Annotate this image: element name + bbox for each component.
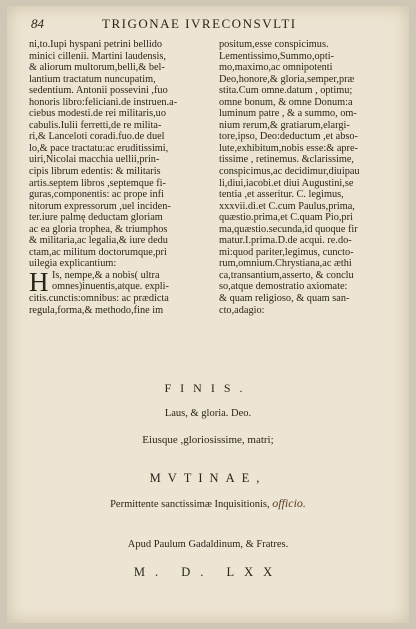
text-line: li,diui,iacobi.et diui Augustini,se: [219, 177, 354, 189]
text-line: artis.septem libros ,septemque fi-: [29, 177, 166, 189]
text-line: ac ea gloria trophea, & triumphos: [29, 223, 168, 235]
text-line: lantium tractatum nuncupatim,: [29, 73, 156, 85]
running-title: TRIGONAE IVRECONSVLTI: [102, 16, 297, 31]
book-page: [7, 6, 409, 623]
text-line: quæstio.prima,et C.quam Pio,pri: [219, 212, 353, 224]
text-line: & aliorum multorum,belli,& bel-: [29, 62, 165, 74]
text-line: ca,transantium,asserto, & conclu: [219, 269, 354, 281]
text-line: conspicimus,ac decidimur,diuipau: [219, 166, 360, 178]
text-line: cabulis.Iulii ferretti,de re milita-: [29, 119, 162, 131]
text-line: cipis librum edentis: & militaris: [29, 166, 161, 178]
text-line: cto,adagio:: [219, 304, 265, 316]
text-line: uilegia explicantium:: [29, 258, 117, 270]
text-line: tore,ipso, Deo:deductum ,et abso-: [219, 131, 358, 143]
text-line: matur.I.prima.D.de acqui. re.do-: [219, 235, 352, 247]
text-line: lo,& pace tractatu:ac eruditissimi,: [29, 142, 169, 154]
text-line: guras,componentis: ac prope infi: [29, 189, 164, 201]
text-line: uiri,Nicolai macchia uellii,prin-: [29, 154, 160, 166]
text-line: & militaria,ac legalia,& iure dedu: [29, 235, 168, 247]
left-column: [29, 39, 211, 316]
imprint-place: MVTINAE,: [149, 471, 267, 485]
text-line: stita.Cum omne.datum , optimu;: [219, 85, 353, 97]
text-line: Deo,honore,& gloria,semper,præ: [219, 73, 355, 85]
text-line: Lementissimo,Summo,opti-: [219, 50, 334, 62]
text-line: rum,omnium.Chrystiana,ac æthi: [219, 258, 352, 270]
text-line: regula,forma,& methodo,fine im: [29, 304, 164, 316]
text-line: so,atque demostratio axiomate:: [219, 281, 348, 293]
printer-line: Apud Paulum Gadaldinum, & Fratres.: [127, 539, 289, 550]
text-line: omnes)inuentis,atque. expli-: [52, 281, 169, 293]
text-line: sedentium. Antonii possevini ,fuo: [29, 85, 168, 97]
text-line: ciebus modesti.de rei militaris,uo: [29, 108, 166, 120]
text-line: mo,maximo,ac omnipotenti: [219, 62, 333, 74]
text-line: nium rerum,& gratiarum,elargi-: [219, 119, 350, 131]
text-line: ri,& Lanceloti coradi.fuo.de duel: [29, 131, 165, 143]
text-line: xxxvii.di.et C.cum Paulus,prima,: [219, 200, 355, 212]
text-line: ter.iure palmę deductam gloriam: [29, 212, 163, 224]
text-line: Is, nempe,& a nobis( ultra: [52, 269, 160, 281]
officio-handwritten: officio.: [272, 496, 306, 510]
text-line: luminum patre , & a summo, om-: [219, 108, 357, 120]
dedication-line: Eiusque ,gloriosissime, matri;: [142, 434, 274, 446]
text-line: & quam religioso, & quam san-: [219, 293, 350, 305]
text-line: ni,to.Iupi hyspani petrini bellido: [29, 39, 162, 50]
text-line: honoris libro:feliciani.de instruen.a-: [29, 96, 178, 108]
text-line: tentia ,et asseritur. C. legimus,: [219, 189, 344, 201]
permission-line: [7, 496, 409, 511]
text-line: ctam,ac militum doctorumque,pri: [29, 246, 167, 258]
permission-text: Permittente sanctissimæ Inquisitionis,: [110, 499, 270, 510]
imprint-date: M. D. LXX: [133, 565, 283, 579]
finis-heading: FINIS.: [164, 381, 252, 395]
laus-line: Laus, & gloria. Deo.: [164, 408, 252, 419]
text-line: positum,esse conspicimus.: [219, 39, 329, 50]
text-line: omne bonum, & omne Donum:a: [219, 96, 353, 108]
text-line: nitorum expressorum ,uel inciden-: [29, 200, 171, 212]
running-head: [7, 16, 409, 32]
text-line: citis.cunctis:omnibus: ac prædicta: [29, 293, 169, 305]
page-number: 84: [31, 16, 44, 31]
text-line: lute,exhibitum,nobis esse:& apre-: [219, 142, 358, 154]
text-line: tissime , retinemus. &clarissime,: [219, 154, 354, 166]
drop-cap-initial: H: [29, 266, 49, 297]
text-line: mi:quod pariter,legimus, cuncto-: [219, 246, 354, 258]
text-line: ma,quæstio.secunda,id quoque fir: [219, 223, 358, 235]
text-line: minici cillenii. Martini laudensis,: [29, 50, 166, 62]
right-column: [219, 39, 401, 316]
